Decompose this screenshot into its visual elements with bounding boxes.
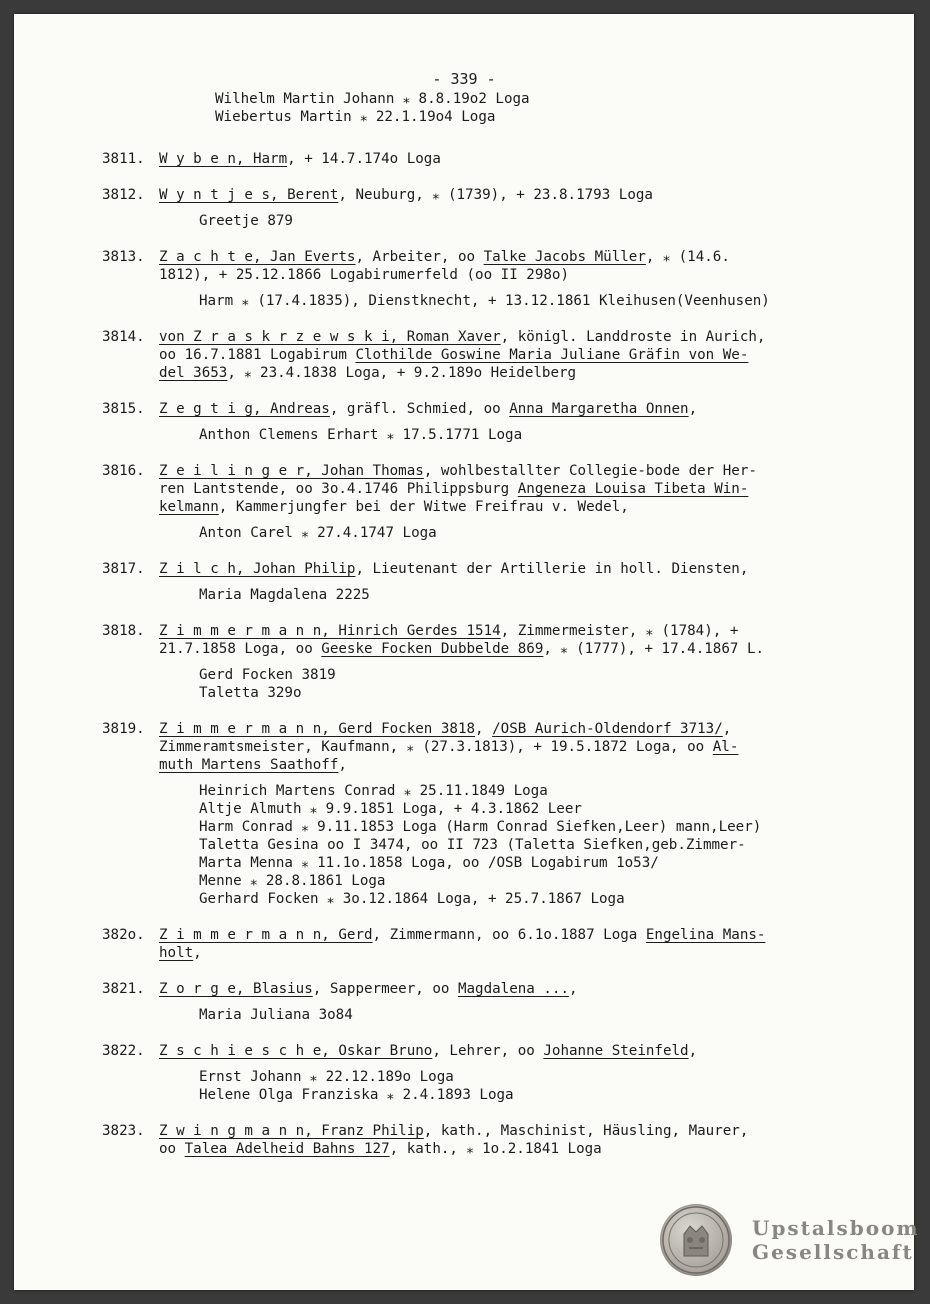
- entry-underlined-ref: muth Martens Saathoff: [159, 757, 339, 773]
- entry-detail-text: ,: [722, 721, 732, 737]
- entry-name: Z e g t i g, Andreas: [159, 401, 330, 417]
- entry-name: Z i l c h, Johan Philip: [159, 561, 356, 577]
- entry-details: , königl. Landdroste in Aurich,: [500, 329, 766, 345]
- top-children: [102, 90, 882, 126]
- entry-description: [159, 980, 882, 998]
- entry-list: [102, 90, 882, 1176]
- entries-container: [102, 150, 882, 1158]
- entry-details: , Arbeiter, oo: [355, 249, 484, 265]
- entry-underlined-ref: Anna Margaretha Onnen: [509, 401, 689, 417]
- entry-detail-text: , Kammerjungfer bei der Witwe Freifrau v. Wedel,: [218, 499, 629, 515]
- entry-description: [159, 462, 882, 516]
- entry-detail-text: ,: [193, 945, 202, 961]
- entry-3811: [102, 150, 882, 168]
- entry-detail-text: 1812), + 25.12.1866 Logabirumerfeld (oo II 298o): [159, 267, 569, 283]
- child-line: Gerhard Focken ⁎ 3o.12.1864 Loga, + 25.7.1867 Loga: [199, 891, 625, 907]
- entry-detail-text: ,: [569, 981, 578, 997]
- entry-description: [159, 248, 882, 284]
- entry-detail-text: , ⁎ 23.4.1838 Loga, + 9.2.189o Heidelberg: [227, 365, 577, 381]
- page-number: - 339 -: [432, 70, 496, 88]
- entry-description: [159, 150, 882, 168]
- entry-underlined-ref: Engelina Mans-: [645, 927, 766, 943]
- entry-detail-text: ,: [338, 757, 347, 773]
- entry-detail-text: , ⁎ (1777), + 17.4.1867 L.: [543, 641, 765, 657]
- entry-underlined-ref: Talea Adelheid Bahns 127: [184, 1141, 390, 1157]
- entry-382o: [102, 926, 882, 962]
- entry-number: 382o.: [102, 927, 145, 943]
- entry-3822: [102, 1042, 882, 1104]
- entry-children: [159, 782, 882, 908]
- entry-3816: [102, 462, 882, 542]
- child-line: Wilhelm Martin Johann ⁎ 8.8.19o2 Loga: [215, 91, 530, 107]
- child-line: Ernst Johann ⁎ 22.12.189o Loga: [199, 1069, 454, 1085]
- entry-3814: [102, 328, 882, 382]
- entry-details: , kath., Maschinist, Häusling, Maurer,: [423, 1123, 749, 1139]
- entry-detail-text: oo: [159, 1141, 185, 1157]
- entry-name: Z e i l i n g e r, Johan Thomas: [159, 463, 424, 479]
- logo-line-1: Upstalsboom: [752, 1216, 920, 1240]
- entry-details: , wohlbestallter Collegie-bode der Her-: [423, 463, 757, 479]
- entry-children: [159, 1006, 882, 1024]
- entry-detail-text: ,: [688, 401, 698, 417]
- entry-description: [159, 560, 882, 578]
- child-line: Wiebertus Martin ⁎ 22.1.19o4 Loga: [215, 109, 496, 125]
- entry-description: [159, 1122, 882, 1158]
- entry-description: [159, 926, 882, 962]
- entry-children: [159, 524, 882, 542]
- child-line: Heinrich Martens Conrad ⁎ 25.11.1849 Loga: [199, 783, 548, 799]
- child-line: Gerd Focken 3819: [199, 667, 336, 683]
- document-page: [14, 14, 920, 1290]
- child-line: Maria Juliana 3o84: [199, 1007, 353, 1023]
- entry-underlined-ref: Talke Jacobs Müller: [483, 249, 646, 265]
- entry-description: [159, 186, 882, 204]
- entry-details: , Lieutenant der Artillerie in holl. Diensten,: [355, 561, 749, 577]
- entry-details: , + 14.7.174o Loga: [287, 151, 441, 167]
- entry-name: von Z r a s k r z e w s k i, Roman Xaver: [159, 329, 501, 345]
- entry-underlined-ref: Geeske Focken Dubbelde 869: [321, 641, 544, 657]
- entry-details: , Neuburg, ⁎ (1739), + 23.8.1793 Loga: [338, 187, 653, 203]
- entry-name: Z a c h t e, Jan Everts: [159, 249, 356, 265]
- entry-underlined-ref: holt: [159, 945, 194, 961]
- entry-3821: [102, 980, 882, 1024]
- entry-details: , Lehrer, oo: [432, 1043, 544, 1059]
- entry-details: ,: [475, 721, 493, 737]
- entry-name: W y b e n, Harm: [159, 151, 288, 167]
- logo-wordmark: [752, 1216, 920, 1264]
- entry-underlined-ref: Al-: [712, 739, 739, 755]
- entry-number: 3811.: [102, 151, 145, 167]
- entry-detail-text: ,: [688, 1043, 698, 1059]
- entry-number: 3814.: [102, 329, 145, 345]
- entry-children: [159, 426, 882, 444]
- entry-detail-text: , kath., ⁎ 1o.2.1841 Loga: [389, 1141, 602, 1157]
- entry-details: , Sappermeer, oo: [312, 981, 458, 997]
- entry-name: Z w i n g m a n n, Franz Philip: [159, 1123, 424, 1139]
- entry-underlined-ref: kelmann: [159, 499, 219, 515]
- entry-number: 3821.: [102, 981, 145, 997]
- entry-3819: [102, 720, 882, 908]
- entry-name: Z i m m e r m a n n, Hinrich Gerdes 1514: [159, 623, 501, 639]
- entry-number: 3817.: [102, 561, 145, 577]
- entry-detail-text: , ⁎ (14.6.: [645, 249, 730, 265]
- entry-details: , Zimmermann, oo 6.1o.1887 Loga: [372, 927, 646, 943]
- entry-description: [159, 400, 882, 418]
- entry-3813: [102, 248, 882, 310]
- child-line: Anthon Clemens Erhart ⁎ 17.5.1771 Loga: [199, 427, 523, 443]
- entry-name: Z o r g e, Blasius: [159, 981, 313, 997]
- logo-line-2: Gesellschaft: [752, 1240, 914, 1264]
- entry-number: 3816.: [102, 463, 145, 479]
- entry-number: 3818.: [102, 623, 145, 639]
- entry-detail-text: ren Lantstende, oo 3o.4.1746 Philippsburg: [159, 481, 518, 497]
- entry-children: [159, 292, 882, 310]
- entry-details: , gräfl. Schmied, oo: [329, 401, 510, 417]
- entry-underlined-ref: Clothilde Goswine Maria Juliane Gräfin von We-: [355, 347, 749, 363]
- entry-children: [159, 666, 882, 702]
- child-line: Taletta 329o: [199, 685, 302, 701]
- entry-3815: [102, 400, 882, 444]
- entry-description: [159, 622, 882, 658]
- child-line: Anton Carel ⁎ 27.4.1747 Loga: [199, 525, 437, 541]
- entry-underlined-ref: Johanne Steinfeld: [543, 1043, 689, 1059]
- entry-details: , Zimmermeister, ⁎ (1784), +: [500, 623, 739, 639]
- entry-name: Z s c h i e s c h e, Oskar Bruno: [159, 1043, 433, 1059]
- entry-name: Z i m m e r m a n n, Gerd Focken 3818: [159, 721, 476, 737]
- child-line: Maria Magdalena 2225: [199, 587, 370, 603]
- entry-3812: [102, 186, 882, 230]
- entry-underlined-ref: del 3653: [159, 365, 228, 381]
- child-line: Marta Menna ⁎ 11.1o.1858 Loga, oo /OSB Logabirum 1o53/: [199, 855, 659, 871]
- entry-detail-text: Zimmeramtsmeister, Kaufmann, ⁎ (27.3.1813), + 19.5.1872 Loga, oo: [159, 739, 713, 755]
- entry-name: W y n t j e s, Berent: [159, 187, 339, 203]
- entry-children: [159, 586, 882, 604]
- society-logo: [660, 1200, 920, 1280]
- entry-detail-text: oo 16.7.1881 Logabirum: [159, 347, 356, 363]
- entry-name: Z i m m e r m a n n, Gerd: [159, 927, 373, 943]
- child-line: Altje Almuth ⁎ 9.9.1851 Loga, + 4.3.1862 Leer: [199, 801, 582, 817]
- entry-number: 3815.: [102, 401, 145, 417]
- child-line: Greetje 879: [199, 213, 293, 229]
- entry-underlined-ref: Magdalena ...: [457, 981, 570, 997]
- entry-children: [159, 1068, 882, 1104]
- entry-3823: [102, 1122, 882, 1158]
- entry-number: 3822.: [102, 1043, 145, 1059]
- entry-number: 3819.: [102, 721, 145, 737]
- entry-number: 3823.: [102, 1123, 145, 1139]
- child-line: Helene Olga Franziska ⁎ 2.4.1893 Loga: [199, 1087, 514, 1103]
- child-line: Menne ⁎ 28.8.1861 Loga: [199, 873, 386, 889]
- seal-emblem: [660, 1204, 732, 1276]
- entry-3818: [102, 622, 882, 702]
- entry-description: [159, 720, 882, 774]
- entry-children: [159, 212, 882, 230]
- entry-description: [159, 328, 882, 382]
- entry-number: 3812.: [102, 187, 145, 203]
- entry-underlined-ref: Angeneza Louisa Tibeta Win-: [517, 481, 749, 497]
- entry-number: 3813.: [102, 249, 145, 265]
- entry-detail-text: 21.7.1858 Loga, oo: [159, 641, 322, 657]
- entry-description: [159, 1042, 882, 1060]
- entry-underlined-ref: /OSB Aurich-Oldendorf 3713/: [492, 721, 723, 737]
- child-line: Harm ⁎ (17.4.1835), Dienstknecht, + 13.12.1861 Kleihusen(Veenhusen): [199, 293, 770, 309]
- child-line: Taletta Gesina oo I 3474, oo II 723 (Taletta Siefken,geb.Zimmer-: [199, 837, 746, 853]
- entry-3817: [102, 560, 882, 604]
- child-line: Harm Conrad ⁎ 9.11.1853 Loga (Harm Conrad Siefken,Leer) mann,Leer): [199, 819, 762, 835]
